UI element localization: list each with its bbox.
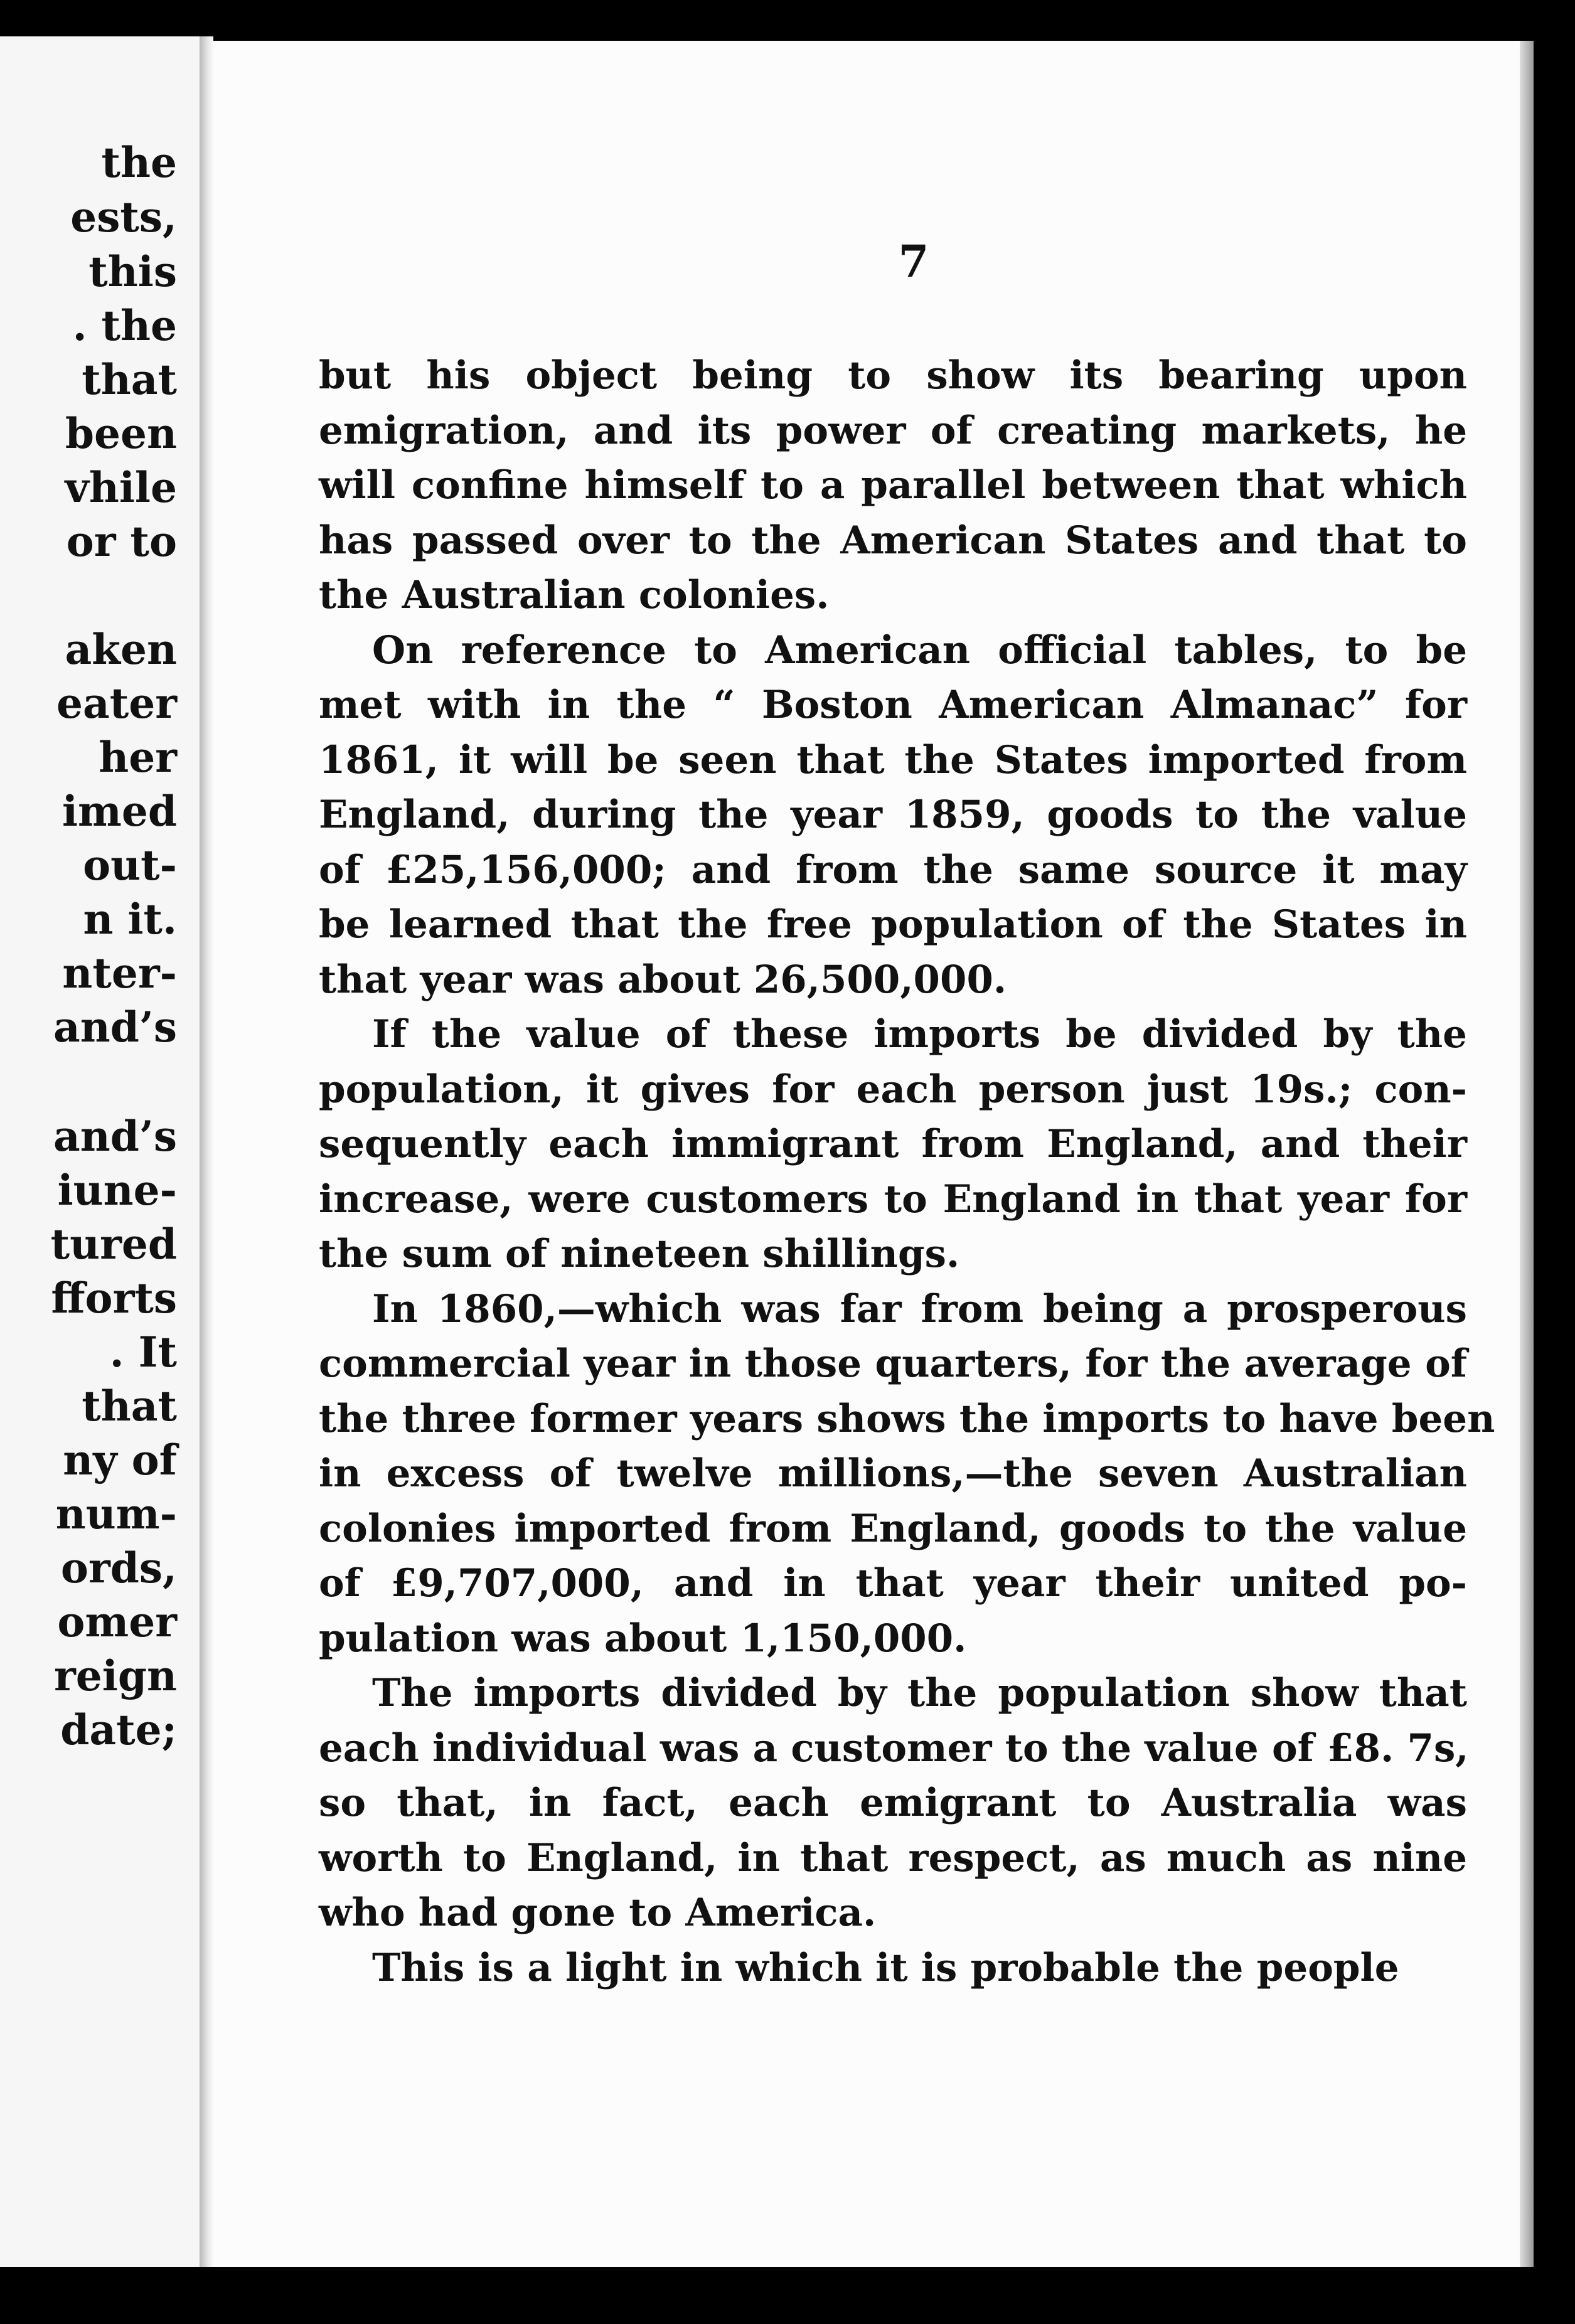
left-page-line-fragment: omer <box>57 1597 177 1646</box>
page-edge <box>1520 41 1534 2267</box>
left-page-fragment <box>0 36 200 2267</box>
left-page-line-fragment: vhile <box>65 463 177 512</box>
left-page-line-fragment: out- <box>83 841 177 890</box>
left-page-line-fragment: and’s <box>53 1003 177 1052</box>
left-page-line-fragment: num- <box>55 1490 177 1538</box>
left-page-line-fragment: aken <box>65 625 177 674</box>
paragraph <box>319 1666 1467 1941</box>
left-page-line-fragment: iune- <box>57 1166 177 1215</box>
page-number: 7 <box>898 235 929 287</box>
text-line: This is a light in which it is probable the people <box>372 1945 1399 1990</box>
left-page-line-fragment: fforts <box>51 1274 177 1323</box>
left-page-line-fragment: that <box>82 1382 177 1431</box>
left-page-line-fragment: been <box>65 409 177 458</box>
text-line: so that, in fact, each emigrant to Australia was <box>319 1781 1467 1825</box>
text-line: the Australian colonies. <box>319 573 830 617</box>
left-page-line-fragment: eater <box>56 679 177 728</box>
text-line: of £25,156,000; and from the same source it may <box>319 847 1467 892</box>
book-gutter <box>200 36 213 2267</box>
text-line: met with in the “ Boston American Almanac” for <box>319 683 1467 727</box>
text-line: emigration, and its power of creating markets, he <box>319 408 1467 453</box>
text-line: increase, were customers to England in that year for <box>319 1176 1467 1222</box>
left-page-line-fragment: . It <box>109 1328 177 1377</box>
text-line: population, it gives for each person just 19s.; con- <box>319 1067 1467 1112</box>
right-page <box>213 41 1520 2267</box>
left-page-line-fragment: tured <box>50 1220 177 1269</box>
text-line: England, during the year 1859, goods to the value <box>319 792 1467 837</box>
left-page-line-fragment: ords, <box>60 1543 177 1592</box>
text-line: but his object being to show its bearing upon <box>319 353 1467 398</box>
left-page-line-fragment: . the <box>72 301 177 350</box>
body-text <box>319 348 1495 1995</box>
left-page-line-fragment: or to <box>66 517 177 566</box>
left-page-line-fragment: the <box>101 138 177 187</box>
paragraph <box>319 623 1467 1008</box>
text-line: commercial year in those quarters, for the average of <box>319 1341 1467 1386</box>
text-line: worth to England, in that respect, as much as nine <box>319 1835 1467 1880</box>
text-line: If the value of these imports be divided by the <box>372 1012 1467 1057</box>
left-page-line-fragment: imed <box>61 787 177 836</box>
text-line: On reference to American official tables, to be <box>372 627 1467 673</box>
left-page-line-fragment: nter- <box>62 949 177 998</box>
text-line: pulation was about 1,150,000. <box>319 1616 967 1661</box>
text-line: has passed over to the American States and that to <box>319 518 1467 563</box>
left-page-line-fragment: date; <box>60 1705 177 1754</box>
text-line: 1861, it will be seen that the States imported from <box>319 737 1467 782</box>
left-page-line-fragment: n it. <box>83 895 177 944</box>
text-line: colonies imported from England, goods to the value <box>319 1506 1467 1551</box>
left-page-line-fragment: and’s <box>53 1112 177 1161</box>
text-line: the sum of nineteen shillings. <box>319 1232 960 1276</box>
text-line: be learned that the free population of the States in <box>319 902 1467 947</box>
text-line: the three former years shows the imports to have been <box>319 1396 1495 1441</box>
left-page-line-fragment: ests, <box>70 193 177 242</box>
left-page-line-fragment: ny of <box>63 1436 177 1484</box>
text-line: who had gone to America. <box>319 1890 877 1935</box>
paragraph <box>319 348 1467 623</box>
paragraph <box>319 1941 1467 1996</box>
text-line: In 1860,—which was far from being a prosperous <box>372 1286 1467 1331</box>
text-line: The imports divided by the population show that <box>372 1671 1467 1715</box>
left-page-line-fragment: her <box>99 733 177 782</box>
text-line: will confine himself to a parallel between that which <box>319 463 1467 508</box>
text-line: of £9,707,000, and in that year their united po- <box>319 1561 1467 1606</box>
text-line: sequently each immigrant from England, and their <box>319 1122 1467 1166</box>
text-line: each individual was a customer to the value of £8. 7s, <box>319 1725 1469 1771</box>
left-page-line-fragment: reign <box>54 1651 177 1700</box>
text-line: that year was about 26,500,000. <box>319 957 1007 1002</box>
left-page-line-fragment: that <box>82 355 177 404</box>
paragraph <box>319 1282 1495 1666</box>
paragraph <box>319 1007 1467 1282</box>
text-line: in excess of twelve millions,—the seven Australian <box>319 1451 1467 1496</box>
left-page-line-fragment: this <box>88 247 177 296</box>
